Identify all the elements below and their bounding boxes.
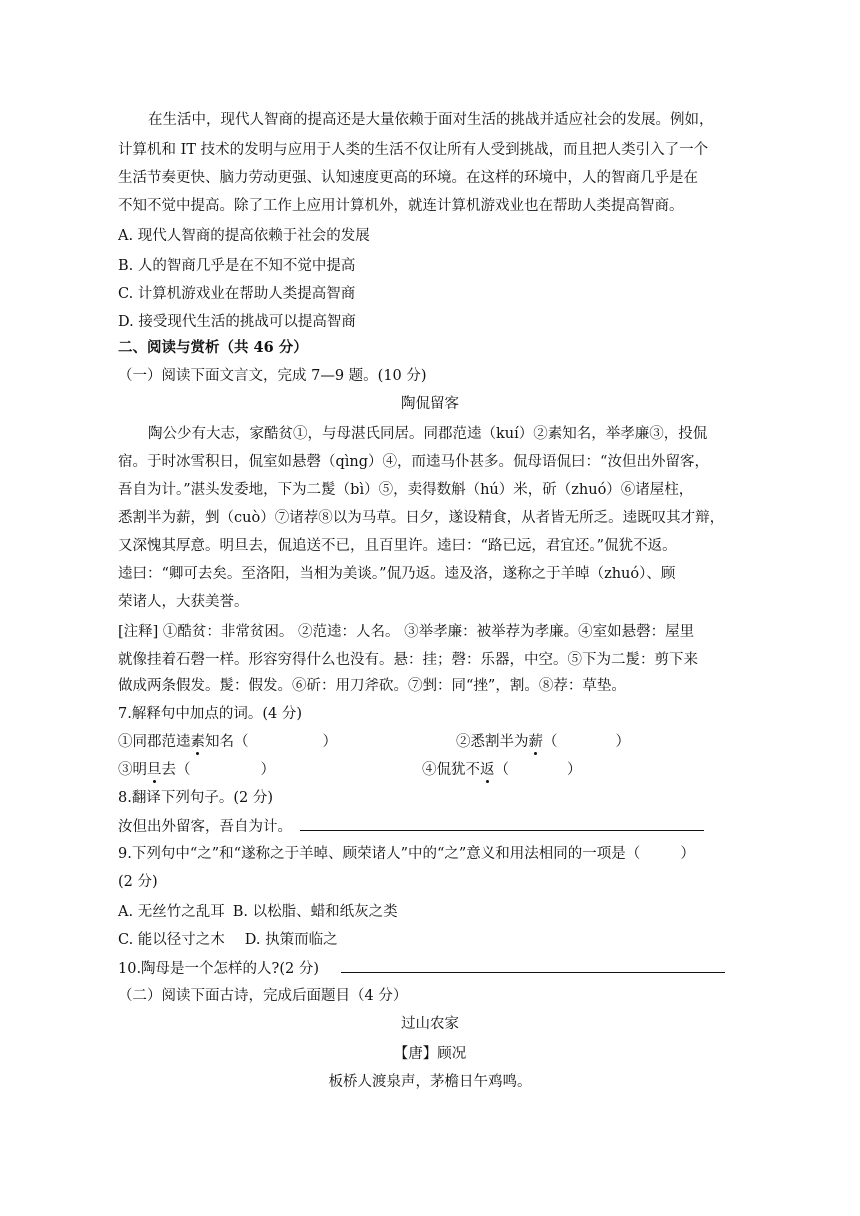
question-10-row: [118, 958, 725, 979]
annotation-line: 就像挂着石磬一样。形容穷得什么也没有。悬：挂；磬：乐器，中空。⑤下为二髲：剪下来: [118, 652, 698, 668]
annotation-line: [注释] ①酷贫：非常贫困。 ②范逵：人名。 ③举孝廉：被举荐为孝廉。④室如悬磬：屋里: [118, 624, 695, 640]
poem-line: 板桥人渡泉声，茅檐日午鸡鸣。: [328, 1074, 532, 1090]
poem-title: 过山农家: [401, 1016, 459, 1032]
part1-intro: （一）阅读下面文言文，完成 7—9 题。(10 分): [118, 368, 427, 384]
item-text: ④侃犹不: [422, 762, 480, 778]
passage-line: 计算机和 IT 技术的发明与应用于人类的生活不仅让所有人受到挑战，而且把人类引入了一个: [118, 142, 709, 158]
question-9-options-row-2: [118, 930, 338, 950]
passage-line: 生活节奏更快、脑力劳动更强、认知速度更高的环境。在这样的环境中，人的智商几乎是在: [118, 170, 698, 186]
item-close: ）: [260, 762, 275, 778]
question-9-score: (2 分): [118, 874, 158, 890]
question-9-option-c: C. 能以径寸之木: [118, 932, 225, 948]
passage-line: 在生活中，现代人智商的提高还是大量依赖于面对生活的挑战并适应社会的发展。例如，: [148, 112, 714, 128]
question-9-option-a: A. 无丝竹之乱耳: [118, 904, 225, 920]
question-9-option-b: B. 以松脂、蜡和纸灰之类: [232, 904, 398, 920]
question-7-item-3: [118, 760, 275, 780]
classical-text-line: 吾自为计。”湛头发委地，下为二髲（bì）⑤，卖得数斛（hú）米，斫（zhuó）⑥诸屋柱，: [118, 482, 694, 498]
question-7-item-2: [456, 732, 630, 752]
question-10-stem: 10.陶母是一个怎样的人?(2 分): [118, 961, 319, 977]
option-b: B. 人的智商几乎是在不知不觉中提高: [118, 258, 356, 274]
dotted-word: 旦: [147, 762, 162, 778]
passage-line: 不知不觉中提高。除了工作上应用计算机外，就连计算机游戏业也在帮助人类提高智商。: [118, 198, 684, 214]
question-9-close: ）: [680, 846, 695, 862]
question-8-sentence-row: [118, 816, 704, 837]
part2-intro: （二）阅读下面古诗，完成后面题目（4 分）: [118, 988, 408, 1004]
answer-line[interactable]: [341, 958, 725, 973]
item-text: （: [543, 734, 558, 750]
item-text: ①同郡范逵: [118, 734, 191, 750]
option-a: A. 现代人智商的提高依赖于社会的发展: [118, 228, 370, 244]
classical-text-line: 悉割半为薪，剉（cuò）⑦诸荐⑧以为马草。日夕，遂设精食，从者皆无所乏。逵既叹其才辩，: [118, 510, 725, 526]
classical-text-line: 陶公少有大志，家酷贫①，与母湛氏同居。同郡范逵（kuí）②素知名，举孝廉③，投侃: [148, 426, 708, 442]
question-7-item-1: [118, 732, 337, 752]
item-close: ）: [615, 734, 630, 750]
classical-text-line: 逵曰：“卿可去矣。至洛阳，当相为美谈。”侃乃返。逵及洛，遂称之于羊晫（zhuó）、顾: [118, 566, 676, 582]
classical-text-line: 荣诸人，大获美誉。: [118, 594, 249, 610]
dotted-word: 薪: [528, 734, 543, 750]
item-text: 知名（: [205, 734, 249, 750]
question-7-stem: 7.解释句中加点的词。(4 分): [118, 706, 302, 722]
item-close: ）: [567, 762, 582, 778]
question-9-options-row-1: [118, 902, 398, 922]
question-9-stem: 9.下列句中“之”和“遂称之于羊晫、顾荣诸人”中的“之”意义和用法相同的一项是（: [118, 846, 641, 862]
option-c: C. 计算机游戏业在帮助人类提高智商: [118, 286, 356, 302]
question-8-stem: 8.翻译下列句子。(2 分): [118, 790, 273, 806]
dotted-word: 返: [480, 762, 495, 778]
annotation-line: 做成两条假发。髲：假发。⑥斫：用刀斧砍。⑦剉：同“挫”，割。⑧荐：草垫。: [118, 678, 626, 694]
item-text: ③明: [118, 762, 147, 778]
dotted-word: 素: [190, 734, 205, 750]
classical-text-line: 宿。于时冰雪积日，侃室如悬磬（qìng）④，而逵马仆甚多。侃母语侃曰：“汝但出外留客，: [118, 454, 709, 470]
item-text: 去（: [161, 762, 191, 778]
section-heading: 二、阅读与赏析（共 46 分）: [118, 339, 308, 356]
item-text: ②悉割半为: [456, 734, 529, 750]
question-9-option-d: D. 执策而临之: [244, 932, 338, 948]
item-close: ）: [322, 734, 337, 750]
option-d: D. 接受现代生活的挑战可以提高智商: [118, 314, 356, 330]
answer-line[interactable]: [300, 816, 704, 831]
question-9-stem-row: [118, 844, 695, 864]
classical-text-line: 又深愧其厚意。明旦去，侃追送不已，且百里许。逵曰：“路已远，君宜还。”侃犹不返。: [118, 538, 677, 554]
classical-text-title: 陶侃留客: [401, 396, 459, 412]
poem-author: 【唐】顾况: [393, 1046, 467, 1062]
item-text: （: [494, 762, 509, 778]
question-8-sentence: 汝但出外留客，吾自为计。: [118, 819, 292, 835]
question-7-item-4: [422, 760, 582, 780]
